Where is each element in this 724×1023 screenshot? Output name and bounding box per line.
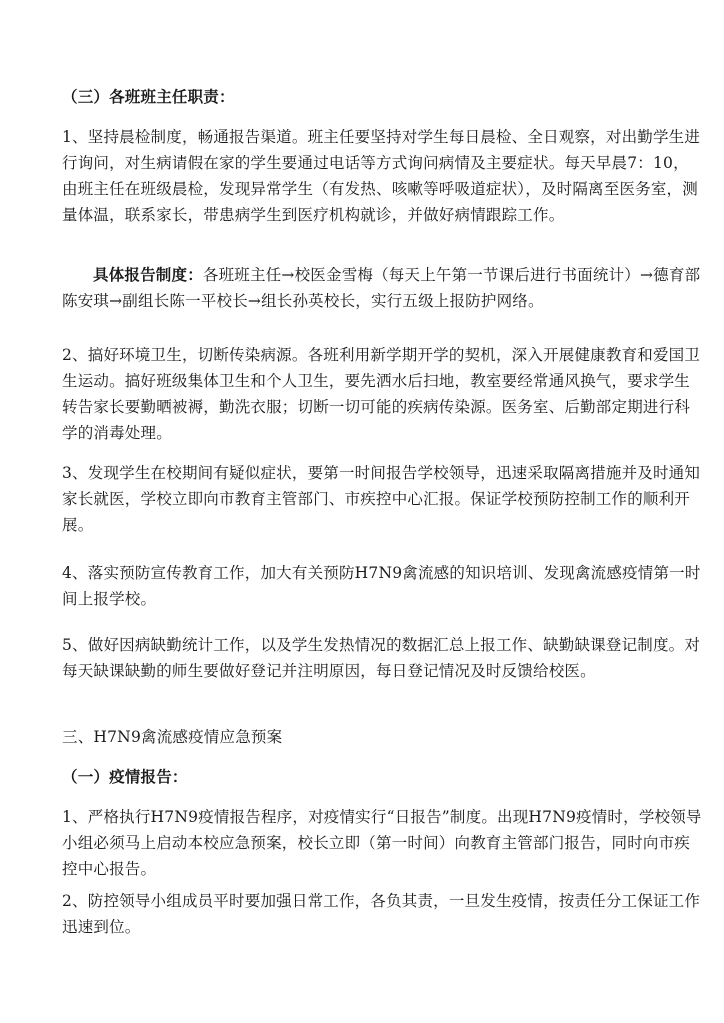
paragraph-report-item-2: 2、防控领导小组成员平时要加强日常工作，各负其责，一旦发生疫情，按责任分工保证工作迅速到位。 xyxy=(62,892,701,936)
part-heading-emergency-plan: 三、H7N9禽流感疫情应急预案 xyxy=(62,728,283,746)
report-system-body: 各班班主任→校医金雪梅（每天上午第一节课后进行书面统计）→德育部陈安琪→副组长陈一平校长→组长孙英校长，实行五级上报防护网络。 xyxy=(62,266,701,310)
report-system-lead: 具体报告制度： xyxy=(93,265,203,284)
paragraph-item-5: 5、做好因病缺勤统计工作，以及学生发热情况的数据汇总上报工作、缺勤缺课登记制度。对每天缺课缺勤的师生要做好登记并注明原因，每日登记情况及时反馈给校医。 xyxy=(62,636,701,680)
paragraph-report-item-1: 1、严格执行H7N9疫情报告程序，对疫情实行“日报告”制度。出现H7N9疫情时，学校领导小组必须马上启动本校应急预案，校长立即（第一时间）向教育主管部门报告，同时向市疾控中心报告。 xyxy=(62,808,702,878)
paragraph-item-4: 4、落实预防宣传教育工作，加大有关预防H7N9禽流感的知识培训、发现禽流感疫情第一时间上报学校。 xyxy=(62,564,701,608)
paragraph-report-system xyxy=(62,262,702,314)
section-heading-class-teacher-duties: （三）各班班主任职责： xyxy=(62,87,235,106)
paragraph-item-1: 1、坚持晨检制度，畅通报告渠道。班主任要坚持对学生每日晨检、全日观察，对出勤学生进行询问，对生病请假在家的学生要通过电话等方式询问病情及主要症状。每天早晨7：10，由班主任在班级晨检，发现异常学生（有发热、咳嗽等呼吸道症状），及时隔离至医务室，测量体温，联系家长，带患病学生到医疗机构就诊，并做好病情跟踪工作。 xyxy=(62,128,701,224)
subsection-heading-epidemic-report: （一）疫情报告： xyxy=(62,767,188,786)
paragraph-item-2: 2、搞好环境卫生，切断传染病源。各班利用新学期开学的契机，深入开展健康教育和爱国卫生运动。搞好班级集体卫生和个人卫生，要先洒水后扫地，教室要经常通风换气，要求学生转告家长要勤晒被褥，勤洗衣服；切断一切可能的疾病传染源。医务室、后勤部定期进行科学的消毒处理。 xyxy=(62,346,701,442)
paragraph-item-3: 3、发现学生在校期间有疑似症状，要第一时间报告学校领导，迅速采取隔离措施并及时通知家长就医，学校立即向市教育主管部门、市疾控中心汇报。保证学校预防控制工作的顺利开展。 xyxy=(62,464,701,534)
